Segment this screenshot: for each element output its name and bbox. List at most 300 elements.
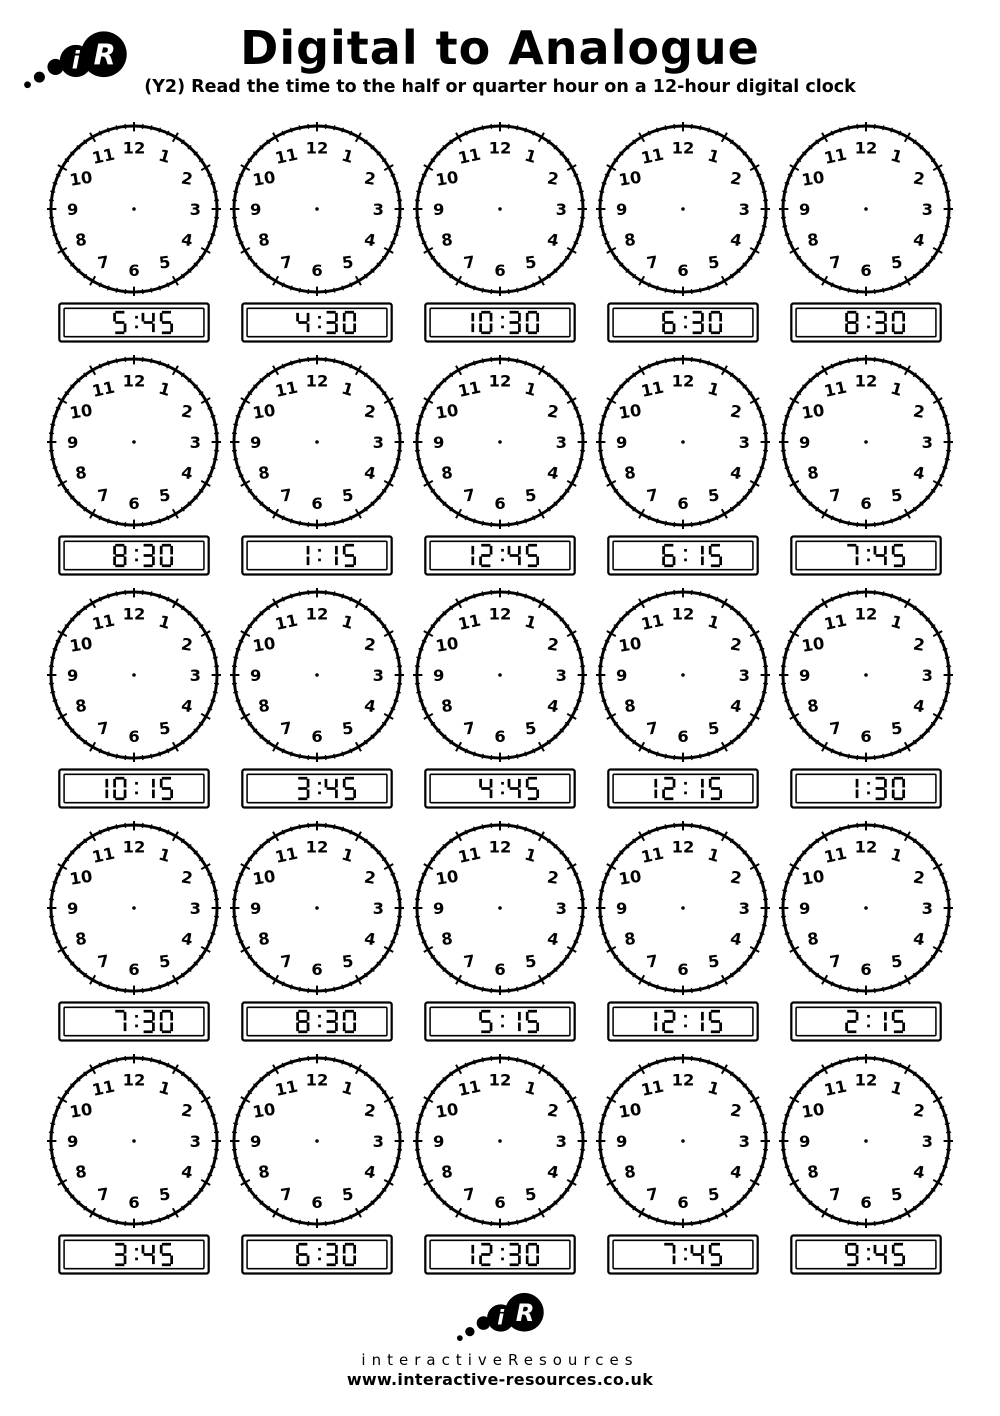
digital-display (607, 535, 759, 576)
dial-number: 4 (912, 462, 927, 484)
dial-number: 9 (616, 665, 628, 685)
dial-number: 6 (494, 494, 506, 514)
dial-number: 5 (340, 485, 355, 506)
clock-center-dot (132, 1139, 136, 1143)
dial-number: 1 (156, 844, 173, 866)
clock-center-dot (681, 673, 685, 677)
analog-clock-face (230, 588, 404, 762)
dial-number: 1 (888, 1077, 906, 1099)
dial-number: 8 (806, 1161, 821, 1183)
dial-number: 6 (677, 727, 689, 747)
dial-number: 7 (462, 951, 477, 972)
dial-number: 4 (179, 928, 194, 950)
clock-center-dot (315, 673, 319, 677)
dial-number: 9 (66, 1131, 78, 1151)
dial-number: 12 (305, 837, 329, 857)
dial-number: 8 (440, 462, 454, 484)
dial-number: 11 (89, 144, 117, 168)
dial-number: 10 (67, 400, 94, 423)
digital-display (607, 1001, 759, 1042)
dial-number: 2 (545, 401, 561, 422)
dial-number: 4 (179, 695, 194, 717)
dial-number: 9 (249, 432, 262, 452)
digital-display (241, 1001, 393, 1042)
dial-number: 9 (799, 199, 811, 219)
digital-display (424, 535, 576, 576)
clock-center-dot (681, 207, 685, 211)
clock-center-dot (681, 906, 685, 910)
analog-clock-face (230, 821, 404, 995)
dial-number: 8 (806, 229, 821, 251)
dial-number: 8 (806, 695, 821, 717)
dial-number: 12 (488, 1070, 512, 1090)
dial-number: 9 (616, 898, 628, 918)
clock-center-dot (132, 673, 136, 677)
dial-number: 1 (705, 844, 722, 866)
dial-number: 9 (433, 199, 445, 219)
dial-number: 4 (545, 229, 561, 251)
analog-clock-face (413, 122, 587, 296)
dial-number: 5 (523, 485, 538, 506)
digital-display (790, 768, 942, 809)
dial-number: 5 (157, 485, 172, 506)
clock-center-dot (865, 207, 869, 211)
dial-number: 1 (705, 1077, 722, 1099)
clock-center-dot (865, 1139, 869, 1143)
clock-cell-r1c4 (596, 122, 770, 343)
dial-number: 9 (799, 898, 811, 918)
dial-number: 3 (738, 898, 751, 918)
clock-grid (42, 122, 958, 1275)
dial-number: 7 (279, 252, 294, 273)
dial-number: 7 (645, 718, 660, 739)
digital-display (241, 302, 393, 343)
dial-number: 11 (89, 1076, 117, 1100)
clock-center-dot (498, 673, 502, 677)
analog-clock-face (47, 122, 221, 296)
clock-center-dot (315, 1139, 319, 1143)
dial-number: 5 (890, 485, 904, 506)
page-subtitle: (Y2) Read the time to the half or quarter hour on a 12-hour digital clock (144, 77, 856, 98)
dial-number: 9 (616, 199, 628, 219)
dial-number: 1 (156, 611, 173, 633)
dial-number: 9 (616, 1131, 628, 1151)
dial-number: 6 (311, 494, 323, 514)
dial-number: 1 (888, 145, 906, 167)
dial-number: 12 (855, 1070, 878, 1090)
dial-number: 7 (462, 1184, 477, 1205)
dial-number: 1 (522, 1077, 539, 1099)
dial-number: 8 (623, 229, 637, 251)
dial-number: 9 (66, 199, 78, 219)
display-inner-frame (64, 308, 204, 336)
dial-number: 12 (671, 371, 695, 391)
dial-number: 2 (179, 1100, 194, 1121)
dial-number: 7 (279, 718, 294, 739)
dial-number: 8 (73, 695, 88, 717)
dial-number: 10 (800, 866, 827, 889)
dial-number: 6 (311, 727, 323, 747)
clock-cell-r2c4 (596, 355, 770, 576)
dial-number: 9 (66, 432, 78, 452)
dial-number: 10 (617, 866, 643, 889)
dial-number: 4 (545, 695, 561, 717)
dial-number: 10 (251, 866, 277, 889)
dial-number: 2 (545, 867, 561, 888)
dial-number: 10 (617, 167, 643, 190)
logo-dot (457, 1335, 463, 1341)
clock-cell-r4c4 (596, 821, 770, 1042)
dial-number: 8 (256, 229, 271, 251)
dial-number: 5 (707, 485, 721, 506)
digital-display (607, 768, 759, 809)
dial-number: 12 (488, 837, 512, 857)
display-inner-frame (64, 1240, 204, 1268)
dial-number: 5 (890, 951, 904, 972)
dial-number: 9 (799, 432, 811, 452)
dial-number: 11 (822, 843, 849, 867)
dial-number: 11 (273, 377, 300, 401)
dial-number: 1 (705, 378, 722, 400)
dial-number: 12 (122, 837, 145, 857)
analog-clock-face (230, 122, 404, 296)
dial-number: 2 (912, 1100, 927, 1121)
clock-cell-r3c1 (47, 588, 221, 809)
analog-clock-face (47, 1054, 221, 1228)
analog-clock-face (596, 1054, 770, 1228)
dial-number: 11 (273, 843, 300, 867)
dial-number: 11 (822, 144, 849, 168)
dial-number: 2 (729, 401, 744, 422)
display-inner-frame (247, 541, 387, 569)
clock-cell-r1c5 (779, 122, 953, 343)
dial-number: 3 (922, 199, 934, 219)
dial-number: 10 (434, 400, 460, 423)
display-inner-frame (247, 774, 387, 802)
digital-display (607, 302, 759, 343)
dial-number: 1 (156, 145, 173, 167)
analog-clock-face (47, 821, 221, 995)
logo-dot (465, 1327, 474, 1336)
dial-number: 12 (855, 138, 878, 158)
dial-number: 8 (73, 462, 88, 484)
display-inner-frame (247, 1007, 387, 1035)
dial-number: 4 (728, 1161, 744, 1183)
header (0, 0, 1000, 116)
digital-display (790, 1234, 942, 1275)
dial-number: 4 (545, 928, 561, 950)
dial-number: 6 (494, 727, 506, 747)
clock-cell-r3c3 (413, 588, 587, 809)
dial-number: 12 (122, 138, 145, 158)
clock-cell-r1c2 (230, 122, 404, 343)
dial-number: 1 (339, 611, 356, 633)
dial-number: 8 (806, 928, 821, 950)
dial-number: 1 (339, 145, 356, 167)
analog-clock-face (47, 355, 221, 529)
dial-number: 8 (73, 928, 88, 950)
digital-display (241, 768, 393, 809)
dial-number: 11 (456, 144, 483, 168)
analog-clock-face (596, 588, 770, 762)
dial-number: 8 (623, 1161, 637, 1183)
digital-display (58, 302, 210, 343)
dial-number: 10 (251, 167, 277, 190)
logo-letter-r: R (93, 37, 116, 72)
clock-center-dot (315, 906, 319, 910)
dial-number: 3 (189, 665, 201, 685)
dial-number: 8 (256, 695, 271, 717)
dial-number: 10 (251, 633, 277, 656)
website-url: www.interactive-resources.co.uk (346, 1370, 654, 1389)
clock-center-dot (681, 1139, 685, 1143)
clock-center-dot (498, 440, 502, 444)
dial-number: 8 (73, 229, 88, 251)
dial-number: 8 (256, 928, 271, 950)
clock-cell-r4c3 (413, 821, 587, 1042)
digital-display (424, 302, 576, 343)
dial-number: 9 (249, 665, 262, 685)
interactive-resources-logo (14, 22, 136, 100)
dial-number: 11 (89, 843, 117, 867)
analog-clock-face (230, 1054, 404, 1228)
dial-number: 3 (738, 1131, 751, 1151)
dial-number: 5 (707, 951, 721, 972)
dial-number: 4 (912, 695, 927, 717)
dial-number: 10 (617, 400, 643, 423)
dial-number: 5 (523, 252, 538, 273)
digital-display (58, 535, 210, 576)
clock-cell-r3c2 (230, 588, 404, 809)
dial-number: 7 (645, 951, 660, 972)
dial-number: 8 (73, 1161, 88, 1183)
dial-number: 2 (179, 168, 194, 189)
clock-cell-r2c3 (413, 355, 587, 576)
dial-number: 3 (555, 665, 567, 685)
dial-number: 10 (617, 1099, 643, 1122)
clock-center-dot (865, 673, 869, 677)
clock-center-dot (865, 906, 869, 910)
dial-number: 6 (127, 1193, 140, 1213)
logo-letter-i: i (497, 1305, 505, 1330)
interactive-resources-logo (448, 1285, 552, 1351)
dial-number: 12 (305, 604, 329, 624)
footer (0, 1285, 1000, 1389)
dial-number: 8 (440, 928, 454, 950)
dial-number: 4 (545, 462, 561, 484)
dial-number: 5 (523, 718, 538, 739)
dial-number: 7 (645, 1184, 660, 1205)
dial-number: 12 (122, 604, 145, 624)
dial-number: 4 (362, 928, 378, 950)
dial-number: 3 (189, 1131, 201, 1151)
dial-number: 3 (372, 898, 384, 918)
clock-center-dot (315, 440, 319, 444)
dial-number: 3 (922, 432, 934, 452)
dial-number: 4 (728, 928, 744, 950)
dial-number: 5 (157, 951, 172, 972)
dial-number: 7 (95, 485, 111, 506)
dial-number: 7 (828, 252, 843, 273)
dial-number: 1 (156, 378, 173, 400)
dial-number: 6 (311, 1193, 323, 1213)
dial-number: 5 (340, 718, 355, 739)
dial-number: 4 (179, 462, 194, 484)
dial-number: 1 (705, 611, 722, 633)
analog-clock-face (596, 821, 770, 995)
dial-number: 3 (372, 199, 384, 219)
dial-number: 4 (728, 229, 744, 251)
analog-clock-face (230, 355, 404, 529)
clock-center-dot (315, 207, 319, 211)
display-inner-frame (430, 541, 570, 569)
dial-number: 11 (89, 377, 117, 401)
clock-cell-r5c3 (413, 1054, 587, 1275)
clock-cell-r3c4 (596, 588, 770, 809)
analog-clock-face (413, 588, 587, 762)
dial-number: 2 (362, 867, 377, 888)
analog-clock-face (413, 355, 587, 529)
dial-number: 10 (800, 633, 827, 656)
analog-clock-face (779, 588, 953, 762)
dial-number: 3 (189, 199, 201, 219)
clock-cell-r2c2 (230, 355, 404, 576)
dial-number: 6 (311, 960, 323, 980)
dial-number: 2 (545, 168, 561, 189)
dial-number: 8 (623, 462, 637, 484)
dial-number: 11 (456, 843, 483, 867)
digital-display (790, 1001, 942, 1042)
logo-dot (24, 81, 31, 88)
clock-cell-r3c5 (779, 588, 953, 809)
dial-number: 2 (362, 1100, 377, 1121)
dial-number: 3 (922, 1131, 934, 1151)
dial-number: 2 (362, 401, 377, 422)
dial-number: 4 (362, 229, 378, 251)
display-inner-frame (796, 774, 936, 802)
dial-number: 2 (179, 867, 194, 888)
dial-number: 12 (305, 1070, 329, 1090)
dial-number: 3 (555, 199, 567, 219)
clock-center-dot (132, 906, 136, 910)
digital-display (58, 1234, 210, 1275)
dial-number: 1 (705, 145, 722, 167)
dial-number: 4 (362, 1161, 378, 1183)
display-inner-frame (796, 308, 936, 336)
clock-center-dot (681, 440, 685, 444)
analog-clock-face (779, 355, 953, 529)
dial-number: 11 (822, 610, 849, 634)
dial-number: 9 (433, 1131, 445, 1151)
dial-number: 1 (156, 1077, 173, 1099)
dial-number: 8 (623, 928, 637, 950)
clock-center-dot (498, 1139, 502, 1143)
display-inner-frame (613, 774, 753, 802)
clock-cell-r4c1 (47, 821, 221, 1042)
dial-number: 2 (729, 1100, 744, 1121)
dial-number: 9 (249, 898, 262, 918)
dial-number: 6 (860, 727, 873, 747)
clock-cell-r1c1 (47, 122, 221, 343)
dial-number: 11 (89, 610, 117, 634)
dial-number: 5 (340, 1184, 355, 1205)
dial-number: 6 (860, 494, 873, 514)
clock-cell-r2c1 (47, 355, 221, 576)
dial-number: 1 (522, 145, 539, 167)
dial-number: 10 (251, 400, 277, 423)
digital-display (607, 1234, 759, 1275)
clock-center-dot (132, 440, 136, 444)
display-inner-frame (247, 1240, 387, 1268)
dial-number: 9 (799, 665, 811, 685)
clock-cell-r5c1 (47, 1054, 221, 1275)
digital-display (424, 1001, 576, 1042)
dial-number: 10 (434, 1099, 460, 1122)
clock-center-dot (132, 207, 136, 211)
dial-number: 12 (671, 604, 695, 624)
dial-number: 4 (728, 462, 744, 484)
dial-number: 11 (822, 1076, 849, 1100)
dial-number: 9 (433, 665, 445, 685)
digital-display (424, 1234, 576, 1275)
dial-number: 9 (66, 665, 78, 685)
dial-number: 6 (127, 727, 140, 747)
dial-number: 9 (249, 199, 262, 219)
dial-number: 11 (273, 610, 300, 634)
analog-clock-face (779, 821, 953, 995)
dial-number: 2 (912, 168, 927, 189)
dial-number: 8 (440, 695, 454, 717)
display-inner-frame (613, 1007, 753, 1035)
dial-number: 3 (555, 898, 567, 918)
dial-number: 9 (66, 898, 78, 918)
digital-display (790, 535, 942, 576)
dial-number: 11 (639, 1076, 666, 1100)
dial-number: 11 (273, 1076, 300, 1100)
dial-number: 6 (860, 261, 873, 281)
dial-number: 7 (828, 1184, 843, 1205)
clock-cell-r4c2 (230, 821, 404, 1042)
dial-number: 11 (456, 1076, 483, 1100)
clock-center-dot (498, 906, 502, 910)
dial-number: 2 (729, 867, 744, 888)
dial-number: 2 (179, 634, 194, 655)
dial-number: 10 (800, 400, 827, 423)
dial-number: 5 (523, 951, 538, 972)
dial-number: 7 (462, 485, 477, 506)
display-inner-frame (796, 541, 936, 569)
dial-number: 12 (488, 371, 512, 391)
display-inner-frame (613, 541, 753, 569)
dial-number: 8 (623, 695, 637, 717)
analog-clock-face (779, 122, 953, 296)
dial-number: 3 (922, 665, 934, 685)
dial-number: 3 (738, 432, 751, 452)
dial-number: 11 (456, 610, 483, 634)
dial-number: 2 (179, 401, 194, 422)
dial-number: 12 (855, 371, 878, 391)
logo-letter-i: i (71, 46, 80, 75)
digital-display (58, 768, 210, 809)
dial-number: 5 (890, 718, 904, 739)
dial-number: 1 (888, 378, 906, 400)
analog-clock-face (596, 355, 770, 529)
dial-number: 12 (305, 371, 329, 391)
display-inner-frame (430, 1240, 570, 1268)
dial-number: 6 (311, 261, 323, 281)
display-inner-frame (64, 774, 204, 802)
dial-number: 7 (828, 718, 843, 739)
